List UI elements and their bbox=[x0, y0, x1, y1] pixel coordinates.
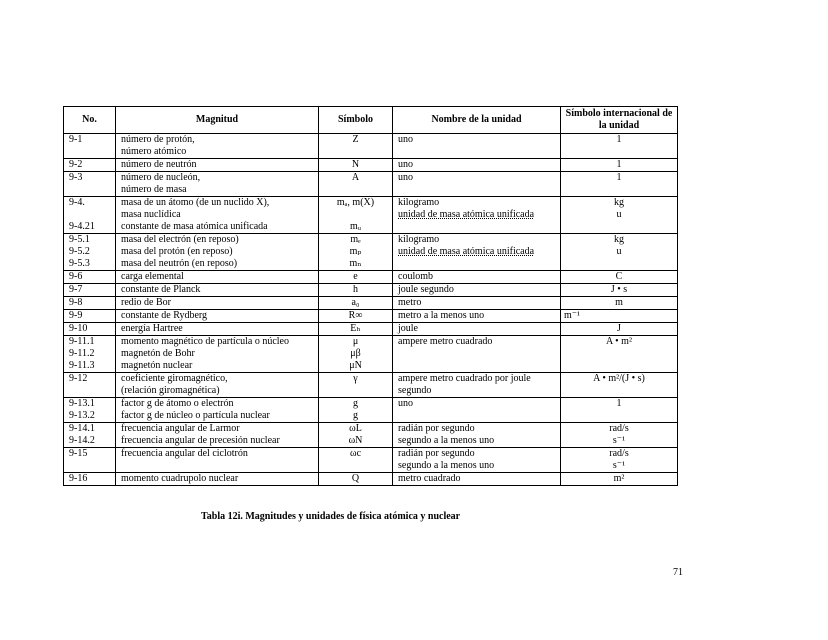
cell-no bbox=[64, 159, 116, 172]
cell-line: constante de Rydberg bbox=[121, 310, 208, 321]
header-nombre-unidad: Nombre de la unidad bbox=[393, 107, 561, 134]
table-row bbox=[64, 271, 678, 284]
cell-line: 1 bbox=[616, 159, 622, 170]
cell-simbolo-internacional bbox=[561, 159, 678, 172]
table-row bbox=[64, 336, 678, 373]
cell-line: 9-1 bbox=[69, 134, 83, 145]
table-row bbox=[64, 234, 678, 271]
cell-simbolo bbox=[319, 197, 393, 234]
cell-magnitud bbox=[116, 284, 319, 297]
cell-line bbox=[564, 221, 674, 233]
units-table bbox=[63, 106, 678, 486]
cell-line bbox=[398, 258, 557, 270]
cell-simbolo bbox=[319, 271, 393, 284]
cell-line: A • m²/(J • s) bbox=[593, 373, 645, 384]
cell-simbolo bbox=[319, 284, 393, 297]
cell-line: 9-8 bbox=[69, 297, 83, 308]
cell-no bbox=[64, 373, 116, 398]
cell-line: metro a la menos uno bbox=[398, 310, 485, 321]
cell-line bbox=[69, 209, 112, 221]
cell-line: 9-6 bbox=[69, 271, 83, 282]
cell-simbolo-internacional bbox=[561, 336, 678, 373]
table-row bbox=[64, 134, 678, 159]
cell-line bbox=[564, 146, 674, 158]
cell-line bbox=[398, 184, 557, 196]
cell-no bbox=[64, 323, 116, 336]
cell-simbolo bbox=[319, 234, 393, 271]
cell-magnitud bbox=[116, 234, 319, 271]
cell-line: Q bbox=[351, 473, 360, 484]
cell-line: ωc bbox=[349, 448, 362, 459]
cell-simbolo-internacional bbox=[561, 398, 678, 423]
cell-nombre-unidad bbox=[393, 197, 561, 234]
cell-line: kilogramo bbox=[398, 234, 440, 245]
cell-simbolo-internacional bbox=[561, 172, 678, 197]
table-row bbox=[64, 197, 678, 234]
cell-nombre-unidad bbox=[393, 423, 561, 448]
cell-line: e bbox=[353, 271, 358, 282]
cell-line: N bbox=[351, 159, 360, 170]
cell-line: kg bbox=[614, 197, 624, 208]
cell-nombre-unidad bbox=[393, 159, 561, 172]
cell-magnitud bbox=[116, 398, 319, 423]
cell-simbolo bbox=[319, 448, 393, 473]
cell-line bbox=[398, 348, 557, 360]
cell-line: metro bbox=[398, 297, 422, 308]
cell-line: 9-16 bbox=[69, 473, 88, 484]
cell-magnitud bbox=[116, 323, 319, 336]
cell-line: rad/s bbox=[609, 423, 629, 434]
cell-simbolo-internacional bbox=[561, 197, 678, 234]
cell-line: s⁻¹ bbox=[612, 460, 626, 471]
table-row bbox=[64, 423, 678, 448]
cell-no bbox=[64, 398, 116, 423]
cell-line: 9-9 bbox=[69, 310, 83, 321]
cell-magnitud bbox=[116, 310, 319, 323]
cell-line bbox=[564, 348, 674, 360]
cell-line: ampere metro cuadrado por joule bbox=[398, 373, 531, 384]
cell-line: 9-5.1 bbox=[69, 234, 90, 245]
cell-line bbox=[322, 385, 389, 397]
cell-line: frecuencia angular de Larmor bbox=[121, 423, 240, 434]
cell-line: número de protón, bbox=[121, 134, 195, 145]
cell-simbolo-internacional bbox=[561, 284, 678, 297]
cell-simbolo bbox=[319, 398, 393, 423]
cell-no bbox=[64, 234, 116, 271]
cell-line bbox=[322, 460, 389, 472]
cell-nombre-unidad bbox=[393, 134, 561, 159]
cell-simbolo bbox=[319, 159, 393, 172]
cell-line: 9-11.1 bbox=[69, 336, 95, 347]
table-row bbox=[64, 310, 678, 323]
cell-line: segundo a la menos uno bbox=[398, 460, 495, 471]
cell-line: mₙ bbox=[349, 258, 362, 269]
cell-line bbox=[564, 360, 674, 372]
cell-line: coeficiente giromagnético, bbox=[121, 373, 228, 384]
cell-line: uno bbox=[398, 172, 413, 183]
cell-line: masa nuclídica bbox=[121, 209, 181, 220]
cell-no bbox=[64, 284, 116, 297]
cell-line: 9-15 bbox=[69, 448, 88, 459]
cell-nombre-unidad bbox=[393, 172, 561, 197]
cell-no bbox=[64, 271, 116, 284]
cell-line bbox=[121, 460, 315, 472]
cell-simbolo-internacional bbox=[561, 234, 678, 271]
header-simbolo-internacional: Símbolo internacional de la unidad bbox=[561, 107, 678, 134]
cell-line: mₚ bbox=[349, 246, 362, 257]
table-row bbox=[64, 373, 678, 398]
cell-line: masa de un átomo (de un nuclido X), bbox=[121, 197, 270, 208]
cell-line: uno bbox=[398, 398, 413, 409]
cell-simbolo-internacional bbox=[561, 473, 678, 486]
cell-line: magnetón de Bohr bbox=[121, 348, 195, 359]
table-body bbox=[64, 134, 678, 486]
cell-line bbox=[322, 146, 389, 158]
cell-line: joule segundo bbox=[398, 284, 454, 295]
cell-line: A bbox=[351, 172, 360, 183]
cell-line: momento cuadrupolo nuclear bbox=[121, 473, 239, 484]
cell-line: g bbox=[353, 410, 358, 421]
cell-line bbox=[564, 385, 674, 397]
cell-nombre-unidad bbox=[393, 297, 561, 310]
cell-line: masa del protón (en reposo) bbox=[121, 246, 233, 257]
cell-line: constante de masa atómica unificada bbox=[121, 221, 268, 232]
cell-nombre-unidad bbox=[393, 310, 561, 323]
cell-line: μN bbox=[349, 360, 362, 371]
cell-line: J • s bbox=[610, 284, 628, 295]
cell-line: μβ bbox=[350, 348, 361, 359]
cell-line: número de neutrón bbox=[121, 159, 197, 170]
cell-line: s⁻¹ bbox=[612, 435, 626, 446]
cell-line: μ bbox=[352, 336, 359, 347]
cell-magnitud bbox=[116, 473, 319, 486]
cell-line: número de nucleón, bbox=[121, 172, 201, 183]
cell-magnitud bbox=[116, 271, 319, 284]
cell-simbolo-internacional bbox=[561, 310, 678, 323]
cell-simbolo-internacional bbox=[561, 423, 678, 448]
cell-simbolo bbox=[319, 297, 393, 310]
cell-line: radián por segundo bbox=[398, 448, 475, 459]
page-number: 71 bbox=[673, 567, 683, 578]
cell-nombre-unidad bbox=[393, 271, 561, 284]
cell-line: a₀ bbox=[351, 297, 360, 308]
table-row bbox=[64, 297, 678, 310]
cell-line: (relación giromagnética) bbox=[121, 385, 220, 396]
cell-line: joule bbox=[398, 323, 418, 334]
cell-line: 9-13.2 bbox=[69, 410, 95, 421]
cell-line: segundo a la menos uno bbox=[398, 435, 495, 446]
header-magnitud: Magnitud bbox=[116, 107, 319, 134]
cell-line: factor g de átomo o electrón bbox=[121, 398, 234, 409]
cell-line: factor g de núcleo o partícula nuclear bbox=[121, 410, 270, 421]
cell-line: C bbox=[615, 271, 623, 282]
cell-simbolo-internacional bbox=[561, 448, 678, 473]
cell-magnitud bbox=[116, 297, 319, 310]
cell-line: carga elemental bbox=[121, 271, 184, 282]
cell-line: Eₕ bbox=[350, 323, 361, 334]
cell-no bbox=[64, 423, 116, 448]
table-row bbox=[64, 473, 678, 486]
cell-no bbox=[64, 336, 116, 373]
cell-line bbox=[564, 410, 674, 422]
cell-no bbox=[64, 197, 116, 234]
table-row bbox=[64, 323, 678, 336]
cell-line bbox=[69, 146, 112, 158]
cell-line: constante de Planck bbox=[121, 284, 201, 295]
cell-line bbox=[69, 385, 112, 397]
cell-line: energía Hartree bbox=[121, 323, 183, 334]
cell-line: 9-14.2 bbox=[69, 435, 95, 446]
cell-line: frecuencia angular del ciclotrón bbox=[121, 448, 248, 459]
cell-line: número de masa bbox=[121, 184, 187, 195]
cell-magnitud bbox=[116, 373, 319, 398]
table-caption: Tabla 12i. Magnitudes y unidades de física atómica y nuclear bbox=[201, 511, 461, 522]
cell-nombre-unidad bbox=[393, 336, 561, 373]
cell-line: unidad de masa atómica unificada bbox=[398, 209, 535, 220]
cell-nombre-unidad bbox=[393, 234, 561, 271]
cell-nombre-unidad bbox=[393, 323, 561, 336]
cell-line: 1 bbox=[616, 172, 622, 183]
cell-line: 9-4.21 bbox=[69, 221, 95, 232]
cell-line: m⁻¹ bbox=[564, 310, 581, 321]
cell-line: 9-5.3 bbox=[69, 258, 90, 269]
cell-line bbox=[398, 410, 557, 422]
cell-simbolo bbox=[319, 336, 393, 373]
cell-line bbox=[398, 360, 557, 372]
cell-line: uno bbox=[398, 159, 413, 170]
cell-simbolo bbox=[319, 373, 393, 398]
cell-magnitud bbox=[116, 134, 319, 159]
cell-line: 9-14.1 bbox=[69, 423, 95, 434]
cell-simbolo bbox=[319, 423, 393, 448]
cell-line: γ bbox=[353, 373, 358, 384]
cell-simbolo-internacional bbox=[561, 297, 678, 310]
cell-simbolo-internacional bbox=[561, 373, 678, 398]
cell-line: 1 bbox=[616, 134, 622, 145]
cell-nombre-unidad bbox=[393, 473, 561, 486]
cell-line: m bbox=[615, 297, 623, 308]
cell-line bbox=[322, 184, 389, 196]
cell-line: g bbox=[353, 398, 358, 409]
cell-line: J bbox=[617, 323, 621, 334]
cell-line bbox=[398, 146, 557, 158]
cell-magnitud bbox=[116, 197, 319, 234]
cell-no bbox=[64, 134, 116, 159]
cell-line: magnetón nuclear bbox=[121, 360, 193, 371]
cell-line: 9-5.2 bbox=[69, 246, 90, 257]
cell-nombre-unidad bbox=[393, 398, 561, 423]
cell-line: momento magnético de partícula o núcleo bbox=[121, 336, 289, 347]
cell-line: radián por segundo bbox=[398, 423, 475, 434]
cell-simbolo bbox=[319, 473, 393, 486]
cell-line: masa del electrón (en reposo) bbox=[121, 234, 239, 245]
cell-simbolo bbox=[319, 310, 393, 323]
cell-line: 9-13.1 bbox=[69, 398, 95, 409]
cell-line: m² bbox=[613, 473, 625, 484]
cell-line: redio de Bor bbox=[121, 297, 171, 308]
cell-line: kilogramo bbox=[398, 197, 440, 208]
cell-simbolo-internacional bbox=[561, 134, 678, 159]
cell-magnitud bbox=[116, 159, 319, 172]
cell-simbolo bbox=[319, 134, 393, 159]
cell-line: 9-2 bbox=[69, 159, 83, 170]
table-row bbox=[64, 159, 678, 172]
cell-line: kg bbox=[614, 234, 624, 245]
cell-simbolo bbox=[319, 323, 393, 336]
cell-line bbox=[69, 184, 112, 196]
cell-line: número atómico bbox=[121, 146, 187, 157]
cell-line: ωL bbox=[349, 423, 362, 434]
cell-simbolo-internacional bbox=[561, 271, 678, 284]
cell-line: u bbox=[616, 246, 622, 257]
cell-nombre-unidad bbox=[393, 284, 561, 297]
cell-no bbox=[64, 310, 116, 323]
table-row bbox=[64, 172, 678, 197]
cell-simbolo bbox=[319, 172, 393, 197]
cell-line bbox=[564, 184, 674, 196]
cell-line: mₑ bbox=[350, 234, 361, 245]
table-header-row bbox=[64, 107, 678, 134]
cell-simbolo-internacional bbox=[561, 323, 678, 336]
cell-nombre-unidad bbox=[393, 448, 561, 473]
cell-line: 9-12 bbox=[69, 373, 88, 384]
cell-line: coulomb bbox=[398, 271, 433, 282]
cell-line bbox=[69, 460, 112, 472]
cell-magnitud bbox=[116, 172, 319, 197]
header-no: No. bbox=[64, 107, 116, 134]
cell-line: metro cuadrado bbox=[398, 473, 461, 484]
cell-line: 9-11.3 bbox=[69, 360, 95, 371]
cell-line: unidad de masa atómica unificada bbox=[398, 246, 535, 257]
cell-magnitud bbox=[116, 423, 319, 448]
cell-line: 9-4. bbox=[69, 197, 85, 208]
cell-line: 9-10 bbox=[69, 323, 88, 334]
cell-no bbox=[64, 448, 116, 473]
cell-no bbox=[64, 172, 116, 197]
cell-line bbox=[398, 221, 557, 233]
cell-line: ωN bbox=[348, 435, 363, 446]
cell-line: rad/s bbox=[609, 448, 629, 459]
cell-line: ampere metro cuadrado bbox=[398, 336, 493, 347]
cell-magnitud bbox=[116, 448, 319, 473]
cell-line: u bbox=[616, 209, 622, 220]
cell-line: 9-3 bbox=[69, 172, 83, 183]
cell-line: 9-7 bbox=[69, 284, 83, 295]
cell-line: frecuencia angular de precesión nuclear bbox=[121, 435, 280, 446]
cell-magnitud bbox=[116, 336, 319, 373]
cell-line: Z bbox=[352, 134, 359, 145]
cell-line: segundo bbox=[398, 385, 432, 396]
cell-line: R∞ bbox=[348, 310, 363, 321]
cell-line bbox=[322, 209, 389, 221]
cell-no bbox=[64, 297, 116, 310]
table-row bbox=[64, 398, 678, 423]
cell-no bbox=[64, 473, 116, 486]
cell-line: uno bbox=[398, 134, 413, 145]
cell-line bbox=[564, 258, 674, 270]
cell-line: h bbox=[353, 284, 358, 295]
cell-line: 1 bbox=[616, 398, 622, 409]
header-simbolo: Símbolo bbox=[319, 107, 393, 134]
table-row bbox=[64, 284, 678, 297]
cell-line: mᵤ bbox=[349, 221, 362, 232]
cell-nombre-unidad bbox=[393, 373, 561, 398]
cell-line: masa del neutrón (en reposo) bbox=[121, 258, 238, 269]
cell-line: A • m² bbox=[606, 336, 632, 347]
cell-line: 9-11.2 bbox=[69, 348, 95, 359]
cell-line: mₐ, m(X) bbox=[336, 197, 375, 208]
table-row bbox=[64, 448, 678, 473]
